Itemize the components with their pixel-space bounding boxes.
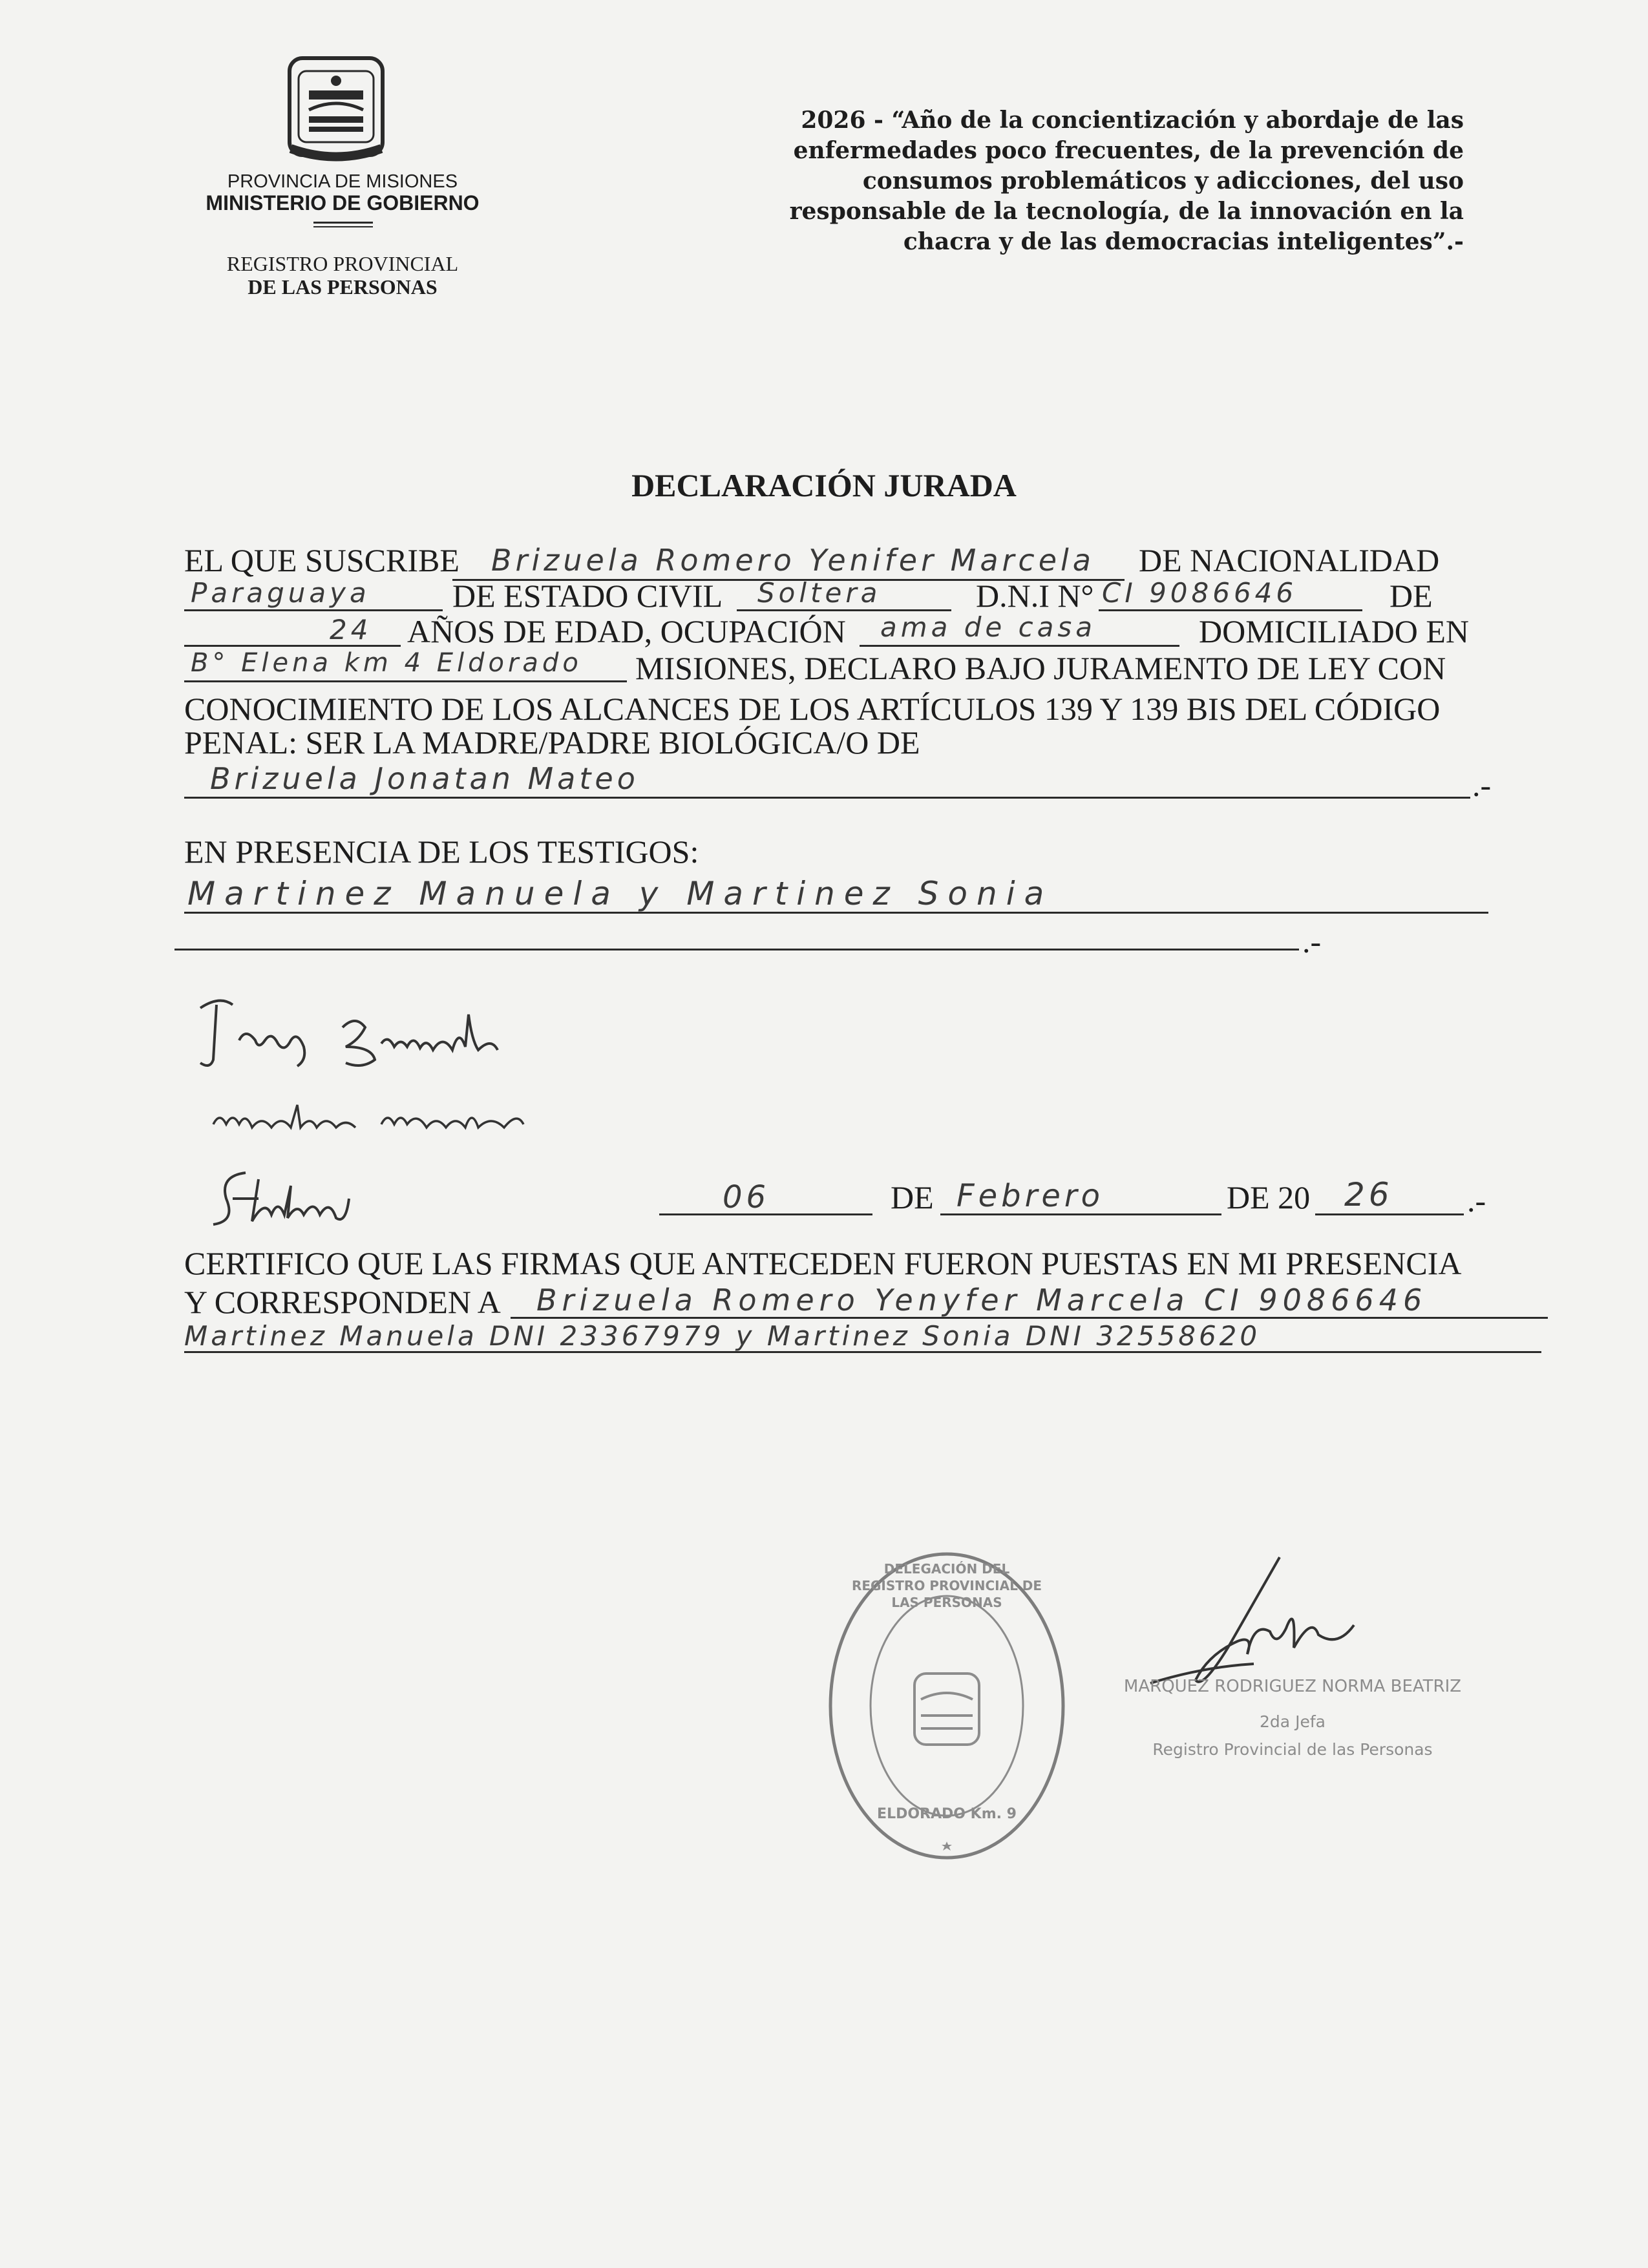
testigos-label: EN PRESENCIA DE LOS TESTIGOS: bbox=[184, 834, 699, 870]
edad-label: AÑOS DE EDAD, OCUPACIÓN bbox=[407, 613, 846, 649]
motto-line: chacra y de las democracias inteligentes”.- bbox=[903, 228, 1464, 255]
seal-ring-text: DELEGACIÓN DEL REGISTRO PROVINCIAL DE LAS PERSONAS bbox=[851, 1561, 1042, 1610]
hijo-end-mark: .- bbox=[1472, 767, 1492, 803]
hijo-value: Brizuela Jonatan Mateo bbox=[210, 761, 639, 796]
official-role: 2da Jefa bbox=[1260, 1712, 1326, 1731]
official-office: Registro Provincial de las Personas bbox=[1152, 1740, 1433, 1759]
province-name: PROVINCIA DE MISIONES bbox=[227, 171, 458, 192]
registry-line1: REGISTRO PROVINCIAL bbox=[226, 252, 459, 275]
estado-civil-label: DE ESTADO CIVIL bbox=[452, 578, 723, 614]
ministry-name: MINISTERIO DE GOBIERNO bbox=[206, 191, 480, 215]
testigos-end-mark: .- bbox=[1302, 923, 1322, 960]
registry-line2: DE LAS PERSONAS bbox=[248, 275, 438, 299]
dni-label: D.N.I N° bbox=[976, 578, 1094, 614]
corresponden-label: Y CORRESPONDEN A bbox=[184, 1284, 501, 1320]
form-text-line6: PENAL: SER LA MADRE/PADRE BIOLÓGICA/O DE bbox=[184, 724, 920, 761]
document-title: DECLARACIÓN JURADA bbox=[631, 467, 1017, 503]
testigos-value: Martinez Manuela y Martinez Sonia bbox=[187, 875, 1053, 912]
suscribe-value: Brizuela Romero Yenifer Marcela bbox=[491, 543, 1095, 578]
year-prefix: DE 20 bbox=[1227, 1179, 1311, 1215]
year-value: 26 bbox=[1344, 1176, 1393, 1213]
corresponden-value-1: Brizuela Romero Yenyfer Marcela CI 9086646 bbox=[536, 1283, 1428, 1318]
day-value: 06 bbox=[723, 1179, 770, 1215]
motto-line: consumos problemáticos y adicciones, del uso bbox=[862, 167, 1464, 194]
signature-witness-1 bbox=[200, 1092, 536, 1144]
motto-line: enfermedades poco frecuentes, de la prevención de bbox=[793, 137, 1464, 164]
edad-value: 24 bbox=[330, 614, 372, 646]
dni-value: CI 9086646 bbox=[1102, 577, 1298, 609]
form-text-line4: MISIONES, DECLARO BAJO JURAMENTO DE LEY CON bbox=[635, 650, 1446, 686]
signature-declarant bbox=[194, 989, 530, 1073]
domicilio-value: B° Elena km 4 Eldorado bbox=[191, 648, 582, 678]
motto-line: 2026 - “Año de la concientización y abordaje de las bbox=[801, 107, 1464, 134]
corresponden-value-2: Martinez Manuela DNI 23367979 y Martinez Sonia DNI 32558620 bbox=[184, 1320, 1261, 1352]
form-text-line5: CONOCIMIENTO DE LOS ALCANCES DE LOS ARTÍCULOS 139 Y 139 BIS DEL CÓDIGO bbox=[184, 691, 1441, 727]
motto-line: responsable de la tecnología, de la innovación en la bbox=[789, 198, 1464, 225]
suscribe-label: EL QUE SUSCRIBE bbox=[184, 542, 460, 578]
official-seal bbox=[824, 1548, 1070, 1864]
estado-civil-value: Soltera bbox=[757, 577, 882, 609]
domicilio-label: DOMICILIADO EN bbox=[1199, 613, 1469, 649]
seal-bottom-text: ELDORADO Km. 9 bbox=[877, 1806, 1017, 1822]
nacionalidad-label: DE NACIONALIDAD bbox=[1139, 542, 1440, 578]
signature-witness-2 bbox=[207, 1160, 362, 1231]
testigos-line-2 bbox=[174, 918, 1299, 950]
certifico-line1: CERTIFICO QUE LAS FIRMAS QUE ANTECEDEN FUERON PUESTAS EN MI PRESENCIA bbox=[184, 1245, 1462, 1281]
date-end-mark: .- bbox=[1467, 1182, 1486, 1219]
official-name: MARQUEZ RODRIGUEZ NORMA BEATRIZ bbox=[1123, 1677, 1462, 1696]
nacionalidad-value: Paraguaya bbox=[191, 577, 370, 609]
de-month-label: DE bbox=[891, 1179, 934, 1215]
month-value: Febrero bbox=[956, 1178, 1104, 1214]
de-label: DE bbox=[1389, 578, 1433, 614]
ocupacion-value: ama de casa bbox=[880, 611, 1097, 643]
